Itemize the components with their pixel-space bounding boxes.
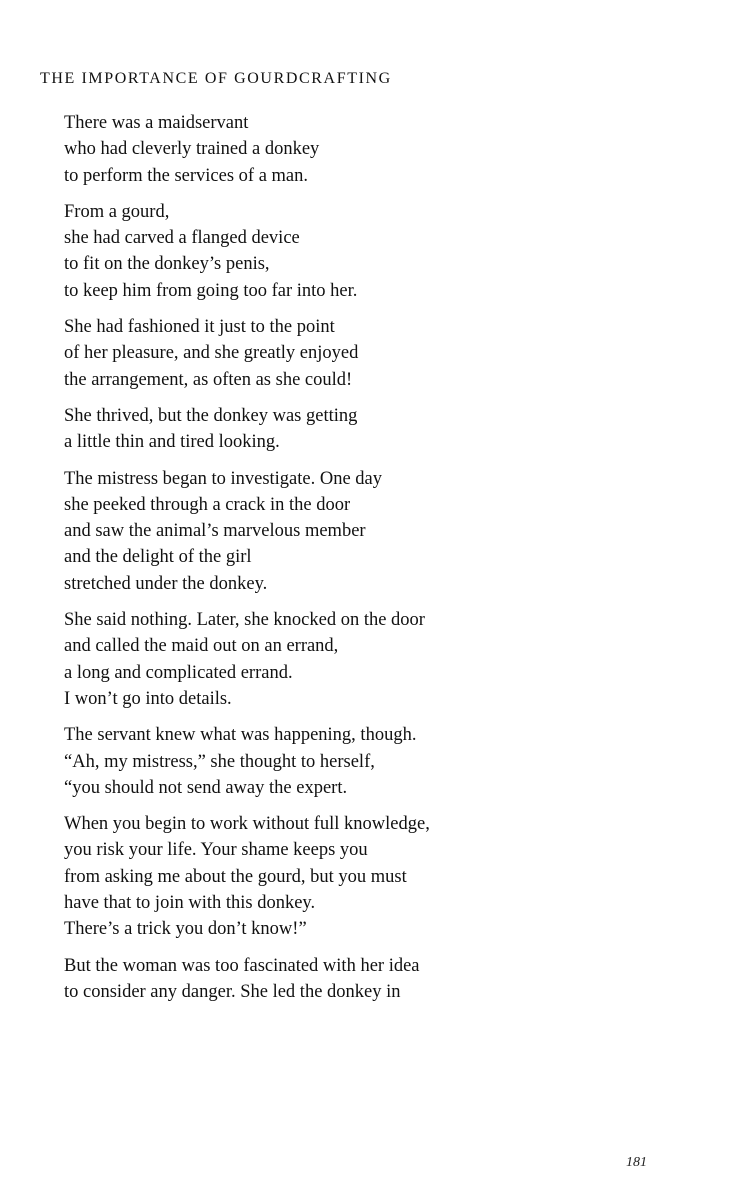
poem-line: to keep him from going too far into her. [64, 280, 358, 301]
poem-line: When you begin to work without full knowledge, [64, 814, 430, 835]
poem-line: and called the maid out on an errand, [64, 636, 339, 657]
poem-line: the arrangement, as often as she could! [64, 369, 353, 390]
poem-line: a long and complicated errand. [64, 662, 293, 683]
stanza [64, 314, 704, 393]
poem-line: to fit on the donkey’s penis, [64, 254, 270, 275]
poem-line: “Ah, my mistress,” she thought to herself, [64, 751, 375, 772]
poem-line: “you should not send away the expert. [64, 777, 348, 798]
poem-line: She thrived, but the donkey was getting [64, 405, 358, 426]
page-number: 181 [626, 1155, 647, 1170]
poem-line: She said nothing. Later, she knocked on the door [64, 610, 425, 631]
poem-line: The mistress began to investigate. One day [64, 468, 383, 489]
poem-line: There’s a trick you don’t know!” [64, 919, 307, 940]
stanza [64, 110, 704, 189]
poem-line: I won’t go into details. [64, 688, 232, 709]
poem-line: There was a maidservant [64, 113, 249, 133]
stanza [64, 811, 704, 942]
poem-line: to consider any danger. She led the donkey in [64, 981, 401, 1002]
poem-line: of her pleasure, and she greatly enjoyed [64, 343, 359, 364]
poem-title: THE IMPORTANCE OF GOURDCRAFTING [40, 70, 392, 87]
poem-line: you risk your life. Your shame keeps you [64, 840, 368, 861]
poem-line: The servant knew what was happening, though. [64, 725, 417, 746]
poem-body [64, 110, 704, 1015]
stanza [64, 466, 704, 597]
poem-line: from asking me about the gourd, but you must [64, 866, 407, 887]
poem-line: a little thin and tired looking. [64, 432, 280, 453]
poem-line: she had carved a flanged device [64, 228, 300, 249]
stanza [64, 722, 704, 801]
stanza [64, 403, 704, 456]
stanza [64, 607, 704, 712]
poem-line: But the woman was too fascinated with her idea [64, 955, 420, 976]
poem-line: who had cleverly trained a donkey [64, 139, 320, 160]
poem-line: she peeked through a crack in the door [64, 494, 351, 515]
poem-line: and the delight of the girl [64, 547, 252, 568]
stanza [64, 953, 704, 1006]
poem-line: From a gourd, [64, 201, 170, 222]
poem-line: She had fashioned it just to the point [64, 317, 335, 338]
poem-line: have that to join with this donkey. [64, 893, 316, 914]
stanza [64, 199, 704, 304]
poem-line: stretched under the donkey. [64, 573, 268, 594]
poem-line: to perform the services of a man. [64, 165, 309, 186]
poem-line: and saw the animal’s marvelous member [64, 521, 366, 542]
